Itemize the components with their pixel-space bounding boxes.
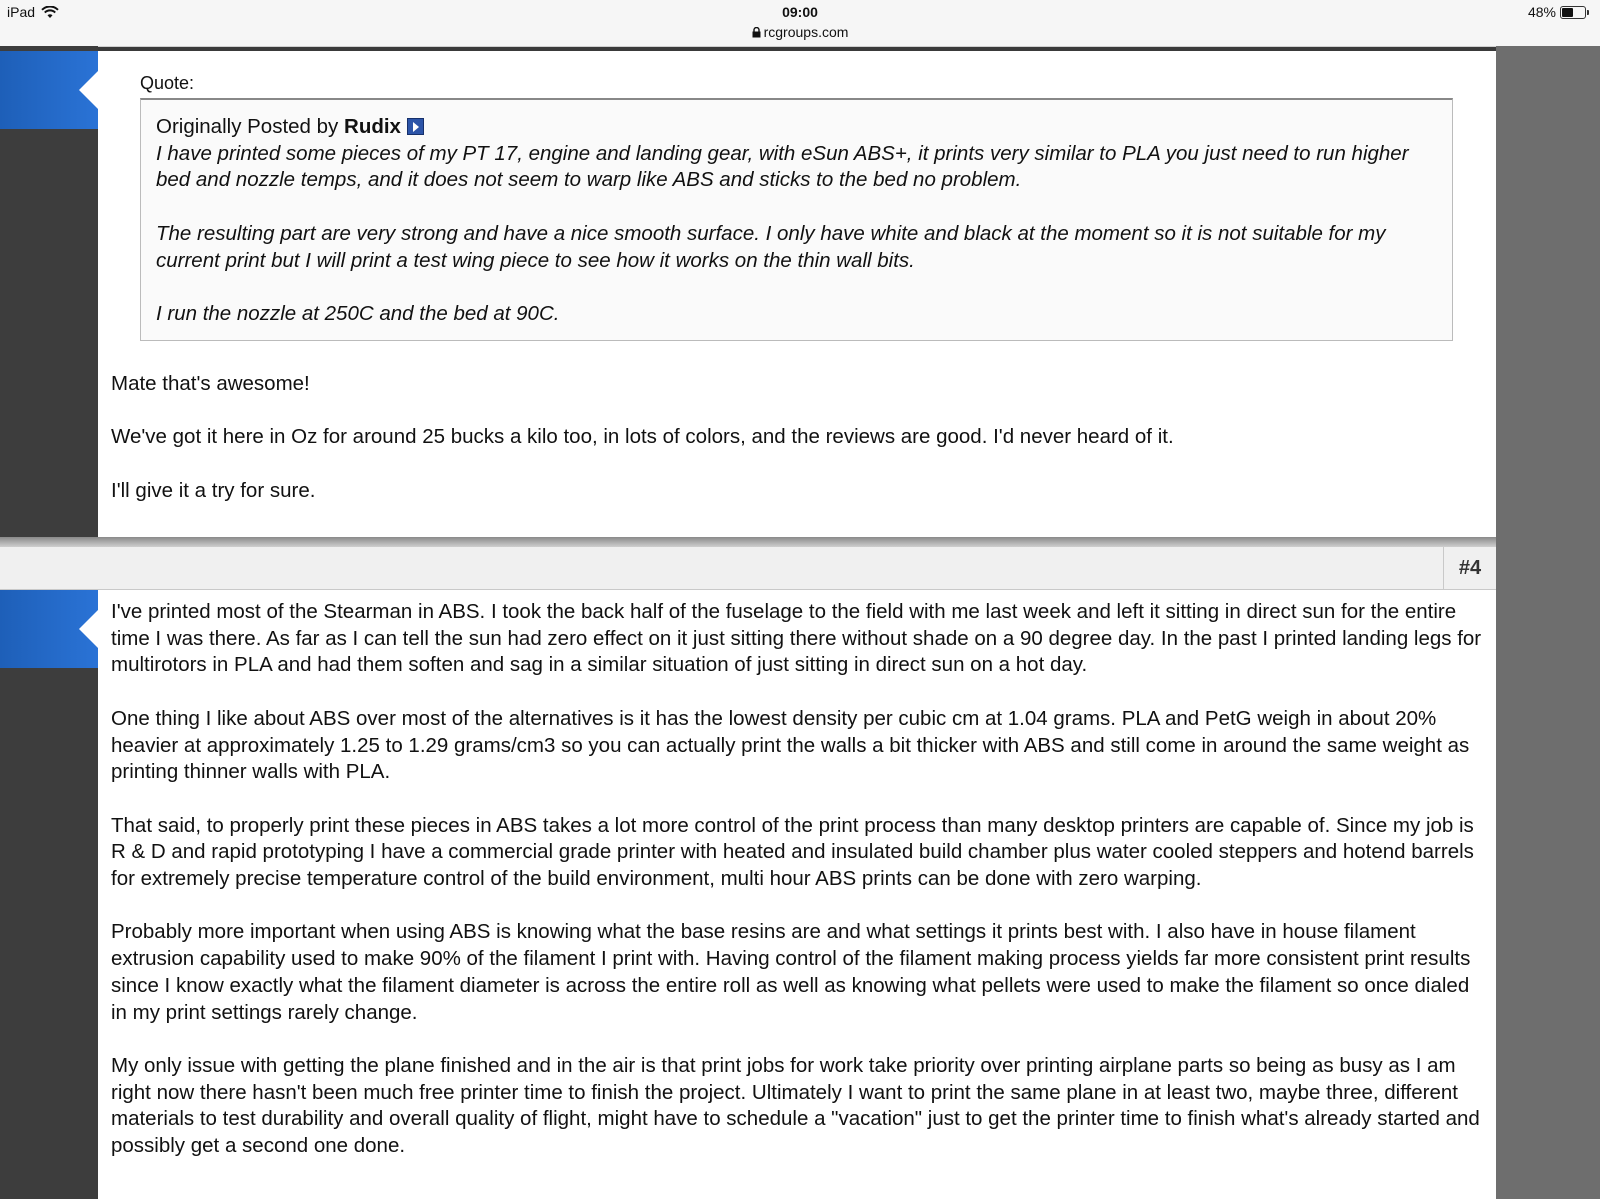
url-text: rcgroups.com bbox=[763, 24, 849, 40]
address-bar[interactable] bbox=[0, 24, 1600, 40]
post-text bbox=[111, 599, 1486, 1186]
status-bar bbox=[0, 0, 1600, 47]
post-marker bbox=[0, 590, 98, 668]
quote-paragraph: I have printed some pieces of my PT 17, engine and landing gear, with eSun ABS+, it prints very similar to PLA you just need to run higher bed and nozzle temps, and it does not seem to warp like ABS and sticks to the bed no problem. bbox=[156, 141, 1409, 192]
reply-paragraph: I'll give it a try for sure. bbox=[111, 478, 316, 502]
right-margin bbox=[1496, 46, 1600, 1199]
clock: 09:00 bbox=[782, 4, 818, 20]
battery-icon bbox=[1560, 6, 1586, 19]
view-post-arrow-icon[interactable] bbox=[407, 118, 424, 135]
quote-paragraph: The resulting part are very strong and have a nice smooth surface. I only have white and black at the moment so it is not suitable for my current print but I will print a test wing piece to see how it works on the thin wall bits. bbox=[156, 221, 1386, 272]
reply-paragraph: We've got it here in Oz for around 25 bucks a kilo too, in lots of colors, and the reviews are good. I'd never heard of it. bbox=[111, 425, 1174, 449]
post-paragraph: One thing I like about ABS over most of the alternatives is it has the lowest density per cubic cm at 1.04 grams. PLA and PetG weigh in about 20% heavier at approximately 1.25 to 1.29 grams/cm3 so you can actually print the walls a bit thicker with ABS and still come in around the same weight as printing thinner walls with PLA. bbox=[111, 706, 1470, 784]
quote-attribution bbox=[156, 114, 1437, 141]
quote-label: Quote: bbox=[140, 73, 195, 93]
post-paragraph: I've printed most of the Stearman in ABS. I took the back half of the fuselage to the field with me last week and left it sitting in direct sun for the entire time I was there. As far as I can tell the sun had zero effect on it just sitting there without shade on a 90 degree day. In the past I printed landing legs for multirotors in PLA and had them soften and sag in a similar situation of just sitting in direct sun on a hot day. bbox=[111, 600, 1482, 677]
post-number-link[interactable]: #4 bbox=[1443, 547, 1496, 589]
post-paragraph: Probably more important when using ABS is knowing what the base resins are and what settings it prints best with. I also have in house filament extrusion capability used to make 90% of the filament I print with. Having control of the filament making process yields far more consistent print results since I know exactly what the filament diameter is across the entire roll as well as knowing what pellets were used to make the filament so once dialed in my print settings rarely change. bbox=[111, 920, 1471, 1024]
reply-paragraph: Mate that's awesome! bbox=[111, 372, 310, 395]
post-divider bbox=[0, 537, 1496, 547]
originally-posted-by: Originally Posted by bbox=[156, 115, 339, 138]
post-paragraph: My only issue with getting the plane finished and in the air is that print jobs for work take priority over printing airplane parts so being as busy as I am right now there hasn't been much free printer time to finish the project. Ultimately I want to print the same plane in at least two, maybe three, different materials to test durability and overall quality of flight, might have to schedule a "vacation" just to get the printer time to finish what's already started and possibly get a second one done. bbox=[111, 1053, 1480, 1157]
lock-icon bbox=[752, 27, 761, 38]
post-header bbox=[0, 547, 1496, 590]
quote-paragraph: I run the nozzle at 250C and the bed at 90C. bbox=[156, 301, 560, 325]
quote-author[interactable]: Rudix bbox=[344, 115, 401, 138]
post-paragraph: That said, to properly print these pieces in ABS takes a lot more control of the print process than many desktop printers are capable of. Since my job is R & D and rapid prototyping I have a commercial grade printer with heated and insulated build chamber plus water cooled steppers and hotend barrels for extremely precise temperature control of the build environment, multi hour ABS prints can be done with zero warping. bbox=[111, 813, 1474, 890]
battery-percent: 48% bbox=[1527, 4, 1556, 20]
device-label: iPad bbox=[7, 4, 36, 20]
quote-block bbox=[140, 98, 1453, 341]
battery-fill bbox=[1562, 8, 1573, 17]
status-right bbox=[1528, 4, 1586, 20]
reply-text bbox=[111, 371, 1481, 531]
post-marker bbox=[0, 51, 98, 129]
